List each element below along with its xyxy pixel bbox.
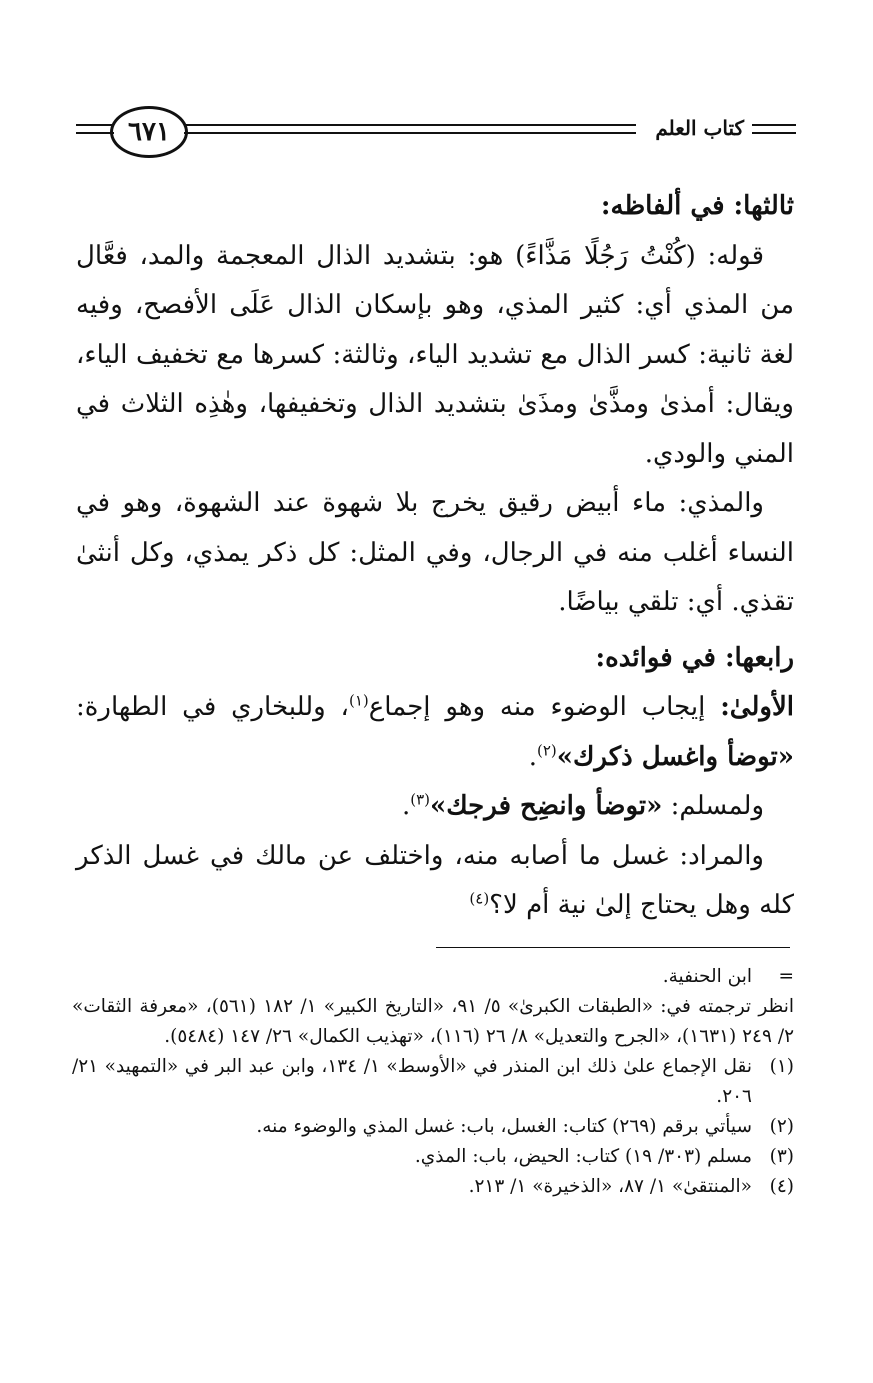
footnote-marker: (١) [769, 1056, 794, 1077]
paragraph-first-benefit: الأولىٰ: إيجاب الوضوء منه وهو إجماع$^{(١)}$، وللبخاري في الطهارة: «توضأ واغسل ذكرك»$^{(٢)}$. [76, 691, 795, 772]
footnote-ref-3: (٣) [410, 790, 430, 809]
section-heading-third: ثالثها: في ألفاظه: [600, 191, 794, 221]
continuation-marker: = [778, 966, 794, 987]
page-number: ٦٧١ [110, 106, 188, 158]
first-benefit-text: إيجاب الوضوء منه وهو إجماع [368, 692, 706, 722]
header-rule-middle-bottom [184, 132, 636, 134]
footnote-ref-4: (٤) [469, 889, 490, 908]
footnote-2 [72, 1112, 794, 1142]
footnote-marker: (٤) [769, 1176, 794, 1197]
continuation-text-1: ابن الحنفية. [662, 966, 752, 987]
continuation-text-2: انظر ترجمته في: «الطبقات الكبرىٰ» ٥/ ٩١، «التاريخ الكبير» ١/ ١٨٢ (٥٦١)، «معرفة الثقات» ٢/ ٢٤٩ (١٦٣١)، «الجرح والتعديل» ٨/ ٢٦ (١١٦)، «تهذيب الكمال» ٢٦/ ١٤٧ (٥٤٨٤). [72, 996, 794, 1047]
muslim-text: ولمسلم: [670, 791, 764, 821]
paragraph-muslim: ولمسلم: «توضأ وانضِح فرجك»$^{(٣)}$. [401, 790, 764, 821]
footnote-3 [72, 1142, 794, 1172]
paragraph-definition: قوله: (كُنْتُ رَجُلًا مَذَّاءً) هو: بتشديد الذال المعجمة والمد، فعَّال من المذي أي: كثير المذي، وهو بإسكان الذال عَلَى الأفصح، وفيه لغة ثانية: كسر الذال مع تشديد الياء، وثالثة: كسرها مع تخفيف الياء، ويقال: أمذىٰ ومذَّىٰ ومذَىٰ بتشديد الذال وتخفيفها، وهٰذِه الثلاث في المني والودي. [76, 240, 794, 469]
header-rule-right-bottom [752, 132, 796, 134]
footnote-ref-1: (١) [348, 691, 369, 710]
first-benefit-label: الأولىٰ: [720, 692, 795, 722]
intended-text: والمراد: غسل ما أصابه منه، واختلف عن مالك في غسل الذكر كله وهل يحتاج إلىٰ نية أم لا؟ [76, 840, 794, 920]
footnote-marker: (٣) [769, 1146, 794, 1167]
header-rule-right-top [752, 124, 796, 126]
footnote-text: «المنتقىٰ» ١/ ٨٧، «الذخيرة» ١/ ٢١٣. [468, 1176, 752, 1197]
footnote-continuation-2 [72, 992, 794, 1052]
muslim-quote: «توضأ وانضِح فرجك» [429, 791, 663, 821]
page-header [76, 104, 796, 164]
bukhari-quote: «توضأ واغسل ذكرك» [556, 741, 794, 772]
book-title: كتاب العلم [655, 116, 744, 140]
first-benefit-text-2: ، وللبخاري في الطهارة: [76, 692, 349, 722]
header-rule-middle-top [184, 124, 636, 126]
footnote-marker: (٢) [769, 1116, 794, 1137]
footnotes [72, 962, 794, 1202]
paragraph-intended [76, 832, 794, 931]
footnote-ref-2: (٢) [536, 740, 557, 759]
header-rule-left-top [76, 124, 114, 126]
paragraph-madhi: والمذي: ماء أبيض رقيق يخرج بلا شهوة عند الشهوة، وهو في النساء أغلب منه في الرجال، وفي المثل: كل ذكر يمذي، وكل أنثىٰ تقذي. أي: تلقي بياضًا. [76, 488, 794, 617]
footnote-4 [72, 1172, 794, 1202]
footnote-continuation [72, 962, 794, 992]
main-text [76, 176, 794, 931]
header-rule-left-bottom [76, 132, 114, 134]
footnote-text: سيأتي برقم (٢٦٩) كتاب: الغسل، باب: غسل المذي والوضوء منه. [256, 1116, 752, 1137]
footnote-text: مسلم (٣٠٣/ ١٩) كتاب: الحيض، باب: المذي. [414, 1146, 752, 1167]
section-heading-fourth: رابعها: في فوائده: [595, 642, 794, 673]
footnote-text: نقل الإجماع علىٰ ذلك ابن المنذر في «الأوسط» ١/ ١٣٤، وابن عبد البر في «التمهيد» ٢١/ ٢٠٦. [72, 1056, 752, 1107]
footnote-1 [72, 1052, 794, 1112]
footnote-divider [436, 947, 790, 948]
